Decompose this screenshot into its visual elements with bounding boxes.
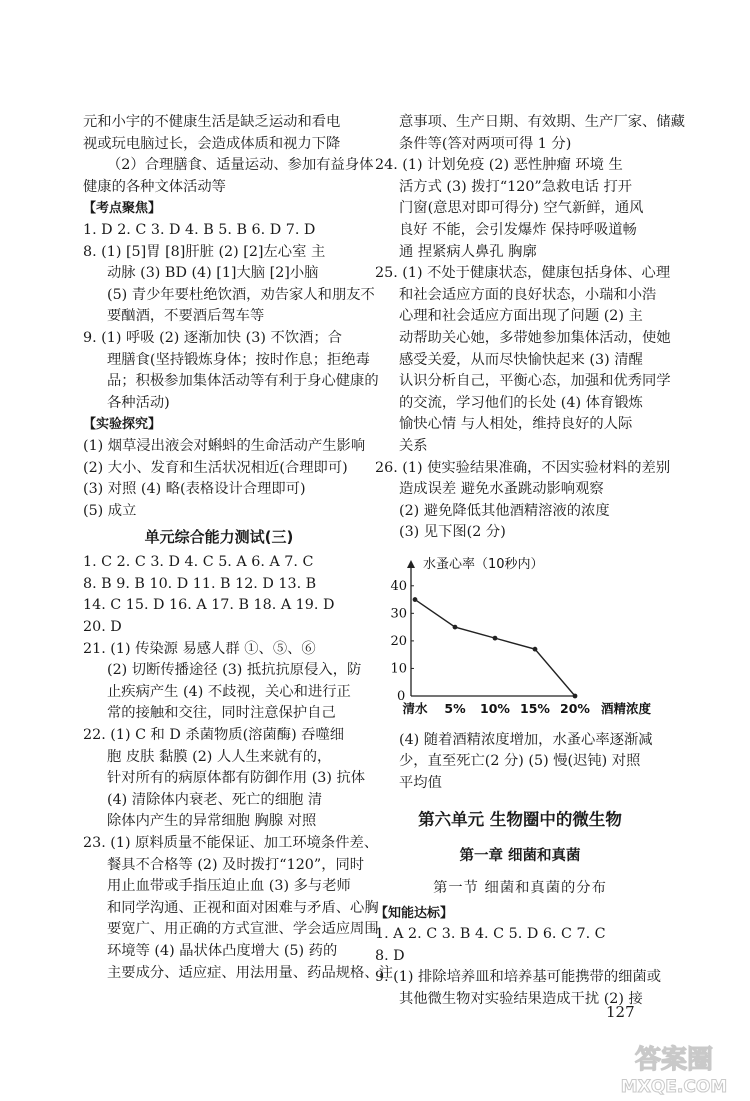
watermark-text: 答案圈 <box>634 1045 714 1075</box>
answer-line: 要宽广、用正确的方式宣泄、学会适应周围 <box>107 921 379 938</box>
y-tick-label: 10 <box>390 661 407 677</box>
y-tick-label: 40 <box>390 578 407 594</box>
answer-line: 14. C 15. D 16. A 17. B 18. A 19. D <box>83 597 335 614</box>
answer-line: (2) 避免降低其他酒精溶液的浓度 <box>399 502 610 519</box>
unit-title: 第六单元 生物圈中的微生物 <box>418 809 622 829</box>
chapter-title: 第一章 细菌和真菌 <box>459 847 581 864</box>
answer-line: 8. B 9. B 10. D 11. B 12. D 13. B <box>83 575 317 592</box>
page-number: 127 <box>606 1003 635 1021</box>
answer-line: 和同学沟通、正视和面对困难与矛盾、心胸 <box>107 899 379 916</box>
answer-line: 1. D 2. C 3. D 4. B 5. B 6. D 7. D <box>83 221 316 238</box>
watermark-domain: MXQE.COM <box>620 1077 728 1097</box>
text-line: 视或玩电脑过长，会造成体质和视力下降 <box>83 135 341 152</box>
answer-line: 针对所有的病原体都有防御作用 (3) 抗体 <box>107 770 366 787</box>
answer-line: 门窗(意思对即可得分) 空气新鲜，通风 <box>399 200 644 217</box>
unit-test-title: 单元综合能力测试(三) <box>144 528 294 547</box>
answer-line: 23. (1) 原料质量不能保证、加工环境条件差、 <box>83 835 379 851</box>
text-line: 健康的各种文体活动等 <box>83 178 226 195</box>
heart-rate-chart <box>375 548 665 728</box>
data-point <box>453 625 458 630</box>
y-tick-label: 0 <box>397 688 406 704</box>
answer-line: 和社会适应方面的良好状态，小瑞和小浩 <box>399 286 657 303</box>
q24-answers <box>375 155 665 263</box>
answer-line: 主要成分、适应症、用法用量、药品规格、注 <box>107 964 393 981</box>
data-point <box>573 693 578 698</box>
x-tick-label: 15% <box>520 700 550 716</box>
answer-line: 通 捏紧病人鼻孔 胸廓 <box>399 243 537 260</box>
x-axis-label: 酒精浓度 <box>601 700 652 716</box>
answer-line: 24. (1) 计划免疫 (2) 恶性肿瘤 环境 生 <box>375 157 623 174</box>
answer-line: (4) 清除体内衰老、死亡的细胞 清 <box>107 791 323 808</box>
section-header-kaodian: 【考点聚焦】 <box>83 201 162 217</box>
x-tick-label: 10% <box>480 700 510 716</box>
answer-line: 动帮助关心她，多带她参加集体活动，使她 <box>399 329 671 346</box>
watermark-logo <box>610 1040 738 1098</box>
answer-line: (1) 烟草浸出液会对蝌蚪的生命活动产生影响 <box>83 437 366 454</box>
answer-line: 愉快心情 与人相处，维持良好的人际 <box>399 416 633 433</box>
answer-line: 餐具不合格等 (2) 及时拨打“120”，同时 <box>107 856 365 873</box>
kaodian-answers <box>83 220 379 414</box>
answer-line: 20. D <box>83 619 122 636</box>
answer-line: 少，直至死亡(2 分) (5) 慢(迟钝) 对照 <box>399 753 641 770</box>
answer-line: (4) 随着酒精浓度增加，水蚤心率逐渐减 <box>399 731 653 748</box>
answer-line: 认识分析自己，平衡心态，加强和优秀同学 <box>399 373 671 390</box>
answer-line: 1. A 2. C 3. B 4. C 5. D 6. C 7. C <box>375 926 606 943</box>
answer-line: (2) 切断传播途径 (3) 抵抗抗原侵入，防 <box>107 662 362 679</box>
series-line <box>415 599 575 695</box>
answer-line: 9. (1) 排除培养皿和培养基可能携带的细菌或 <box>375 969 662 986</box>
section-header-shiyan: 【实验探究】 <box>83 417 162 433</box>
answer-line: 意事项、生产日期、有效期、生产厂家、储藏 <box>399 114 685 130</box>
y-tick-label: 30 <box>390 606 407 622</box>
answer-line: (5) 成立 <box>83 502 137 519</box>
shiyan-answers <box>83 436 366 522</box>
answer-line: 26. (1) 使实验结果准确，不因实验材料的差别 <box>375 459 671 476</box>
x-tick-label: 5% <box>444 700 466 716</box>
answer-line: 8. D <box>375 947 405 964</box>
answer-line: 良好 不能，会引发爆炸 保持呼吸道畅 <box>399 221 637 238</box>
y-axis-label: 水蚤心率（10秒内） <box>423 556 544 572</box>
answer-line: (2) 大小、发育和生活状况相近(合理即可) <box>83 459 348 476</box>
answer-line: 25. (1) 不处于健康状态，健康包括身体、心理 <box>375 265 671 282</box>
answer-line: 的交流，学习他们的长处 (4) 体育锻炼 <box>399 394 643 411</box>
text-line: 元和小宇的不健康生活是缺乏运动和看电 <box>83 114 341 130</box>
answer-line: 造成误差 避免水蚤跳动影响观察 <box>399 481 604 498</box>
answer-line: 感受关爱，从而尽快愉快起来 (3) 清醒 <box>399 351 643 368</box>
answer-line: 各种活动) <box>107 394 170 411</box>
q26-answers <box>375 458 671 544</box>
x-tick-label: 20% <box>560 700 590 716</box>
data-point <box>493 636 498 641</box>
x-tick-label: 清水 <box>402 700 428 716</box>
text-line: （2）合理膳食、适量运动、参加有益身体 <box>107 157 374 174</box>
q23-continued <box>375 112 685 155</box>
answer-line: 常的接触和交往，同时注意保护自己 <box>107 705 336 722</box>
answer-line: 活方式 (3) 拨打“120”急救电话 打开 <box>399 178 633 195</box>
line-chart <box>375 548 652 728</box>
answer-line: 环境等 (4) 晶状体凸度增大 (5) 药的 <box>107 942 338 959</box>
y-tick-label: 20 <box>390 633 407 649</box>
answer-line: 心理和社会适应方面出现了问题 (2) 主 <box>399 308 643 325</box>
answer-line: 除体内产生的异常细胞 胸腺 对照 <box>107 813 317 830</box>
answer-line: 21. (1) 传染源 易感人群 ①、⑤、⑥ <box>83 640 316 657</box>
answer-line: (3) 对照 (4) 略(表格设计合理即可) <box>83 481 306 498</box>
answer-line: 1. C 2. C 3. D 4. C 5. A 6. A 7. C <box>83 554 314 571</box>
q26-continued <box>375 730 665 795</box>
zhineng-answers <box>375 924 665 1010</box>
answer-line: 22. (1) C 和 D 杀菌物质(溶菌酶) 吞噬细 <box>83 727 345 744</box>
answer-line: 8. (1) [5]胃 [8]肝脏 (2) [2]左心室 主 <box>83 243 326 260</box>
answer-line: 品；积极参加集体活动等有利于身心健康的 <box>107 373 379 390</box>
answer-line: 用止血带或手指压迫止血 (3) 多与老师 <box>107 878 351 895</box>
answer-line: 动脉 (3) BD (4) [1]大脑 [2]小脑 <box>107 265 319 282</box>
data-point <box>533 647 538 652</box>
intro-text <box>83 112 374 198</box>
q25-answers <box>375 263 671 457</box>
section-header-zhineng: 【知能达标】 <box>375 905 454 921</box>
section-title: 第一节 细菌和真菌的分布 <box>433 879 607 896</box>
answer-line: (3) 见下图(2 分) <box>399 524 506 541</box>
data-point <box>413 597 418 602</box>
answer-line: 9. (1) 呼吸 (2) 逐渐加快 (3) 不饮酒；合 <box>83 329 342 346</box>
answer-line: 胞 皮肤 黏膜 (2) 人人生来就有的， <box>107 748 332 765</box>
answer-line: 平均值 <box>399 775 442 792</box>
right-column <box>375 112 685 1011</box>
answer-line: 条件等(答对两项可得 1 分) <box>399 135 572 152</box>
answer-line: 要酗酒，不要酒后驾车等 <box>107 308 265 325</box>
y-axis-arrow <box>407 560 415 568</box>
answer-line: 关系 <box>399 437 428 454</box>
answer-line: (5) 青少年要杜绝饮酒，劝告家人和朋友不 <box>107 286 375 303</box>
answer-line: 止疾病产生 (4) 不歧视，关心和进行正 <box>107 683 351 700</box>
answer-line: 理膳食(坚持锻炼身体；按时作息；拒绝毒 <box>107 351 370 368</box>
answer-line: 其他微生物对实验结果造成干扰 (2) 接 <box>399 991 643 1008</box>
